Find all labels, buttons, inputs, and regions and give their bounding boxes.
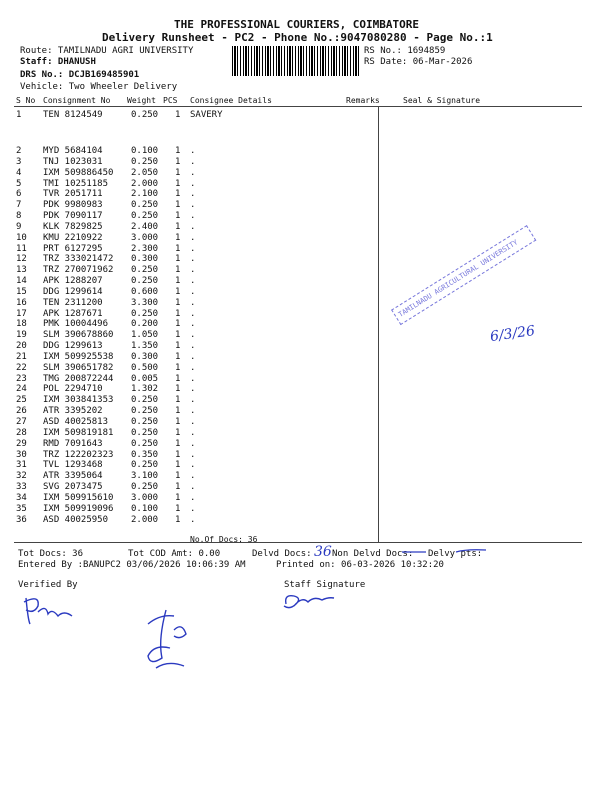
row-pcs: 1 bbox=[175, 167, 181, 178]
row-weight: 0.250 bbox=[131, 156, 159, 167]
row-consignee: . bbox=[190, 341, 196, 352]
row-consignee: . bbox=[190, 330, 196, 341]
row-consignment: TMG 200872244 bbox=[43, 373, 114, 384]
row-sno: 3 bbox=[16, 156, 22, 167]
printed-on: Printed on: 06-03-2026 10:32:20 bbox=[276, 560, 444, 570]
row-consignment: TEN 2311200 bbox=[43, 297, 103, 308]
row-sno: 5 bbox=[16, 178, 22, 189]
row-pcs: 1 bbox=[175, 211, 181, 222]
row-consignee: . bbox=[190, 221, 196, 232]
row-pcs: 1 bbox=[175, 200, 181, 211]
row-weight: 3.000 bbox=[131, 492, 159, 503]
col-consignee: Consignee Details bbox=[190, 96, 272, 105]
row-weight: 1.302 bbox=[131, 384, 159, 395]
row-pcs: 1 bbox=[175, 417, 181, 427]
row-weight: 3.300 bbox=[131, 297, 159, 308]
row-pcs: 1 bbox=[175, 471, 181, 482]
row-pcs: 1 bbox=[175, 362, 181, 373]
row-sno: 22 bbox=[16, 362, 27, 373]
verified-by-label: Verified By bbox=[18, 580, 78, 590]
row-consignee: . bbox=[190, 417, 196, 427]
row-sno: 15 bbox=[16, 286, 27, 297]
route: Route: TAMILNADU AGRI UNIVERSITY bbox=[20, 46, 194, 56]
row-pcs: 1 bbox=[175, 438, 181, 449]
row-pcs: 1 bbox=[175, 449, 181, 460]
row-pcs: 1 bbox=[175, 189, 181, 200]
row-consignment: DDG 1299614 bbox=[43, 286, 103, 297]
staff-signature bbox=[278, 588, 338, 618]
company-name: THE PROFESSIONAL COURIERS, COIMBATORE bbox=[174, 18, 420, 31]
row-pcs: 1 bbox=[175, 308, 181, 319]
row-consignment: TNJ 1023031 bbox=[43, 156, 103, 167]
row-sno: 20 bbox=[16, 341, 27, 352]
row-consignment: SVG 2073475 bbox=[43, 482, 103, 493]
row-sno: 29 bbox=[16, 438, 27, 449]
row-sno: 14 bbox=[16, 276, 27, 287]
row-pcs: 1 bbox=[175, 482, 181, 493]
row-consignee: . bbox=[190, 189, 196, 200]
row-sno: 10 bbox=[16, 232, 27, 243]
row-sno: 6 bbox=[16, 189, 22, 200]
row-consignee: . bbox=[190, 406, 196, 417]
row-pcs: 1 bbox=[175, 156, 181, 167]
row-weight: 0.100 bbox=[131, 503, 159, 514]
row-consignment: ATR 3395202 bbox=[43, 406, 103, 417]
col-sno: S No bbox=[16, 96, 36, 105]
row-consignment: PDK 7090117 bbox=[43, 211, 103, 222]
row-weight: 1.050 bbox=[131, 330, 159, 341]
row-weight: 0.100 bbox=[131, 146, 159, 156]
tot-docs: Tot Docs: 36 bbox=[18, 549, 84, 559]
rs-date: RS Date: 06-Mar-2026 bbox=[364, 57, 473, 67]
row-consignment: APK 1287671 bbox=[43, 308, 103, 319]
row-sno: 8 bbox=[16, 211, 22, 222]
row-sno: 21 bbox=[16, 351, 27, 362]
row-consignee: . bbox=[190, 514, 196, 525]
row-pcs: 1 bbox=[175, 514, 181, 525]
row-consignment: MYD 5684104 bbox=[43, 146, 103, 156]
row-consignment: IXM 509925538 bbox=[43, 351, 114, 362]
row-pcs: 1 bbox=[175, 406, 181, 417]
row-consignment: SLM 390651782 bbox=[43, 362, 114, 373]
row-pcs: 1 bbox=[175, 427, 181, 438]
row-consignment: IXM 509919096 bbox=[43, 503, 114, 514]
row-sno: 13 bbox=[16, 265, 27, 276]
row-weight: 2.000 bbox=[131, 178, 159, 189]
row-weight: 0.600 bbox=[131, 286, 159, 297]
row-sno: 24 bbox=[16, 384, 27, 395]
row-consignment: TVL 1293468 bbox=[43, 460, 103, 471]
row-pcs: 1 bbox=[175, 232, 181, 243]
row-weight: 0.250 bbox=[131, 406, 159, 417]
row-consignee: . bbox=[190, 471, 196, 482]
row-consignee: . bbox=[190, 297, 196, 308]
row-sno: 4 bbox=[16, 167, 22, 178]
row-consignee: . bbox=[190, 492, 196, 503]
remarks-divider bbox=[378, 106, 379, 542]
row-consignee: . bbox=[190, 232, 196, 243]
row-consignee: . bbox=[190, 167, 196, 178]
row-pcs: 1 bbox=[175, 178, 181, 189]
row-sno: 19 bbox=[16, 330, 27, 341]
row-weight: 0.250 bbox=[131, 417, 159, 427]
row-sno: 36 bbox=[16, 514, 27, 525]
row-weight: 2.100 bbox=[131, 189, 159, 200]
row-consignment: TRZ 270071962 bbox=[43, 265, 114, 276]
row-consignment: KMU 2210922 bbox=[43, 232, 103, 243]
row-pcs: 1 bbox=[175, 330, 181, 341]
row-sno: 16 bbox=[16, 297, 27, 308]
row-weight: 0.250 bbox=[131, 395, 159, 406]
row-consignment: POL 2294710 bbox=[43, 384, 103, 395]
table-top-rule bbox=[14, 106, 582, 107]
row-consignment: TEN 8124549 bbox=[43, 110, 103, 120]
row-consignee: . bbox=[190, 276, 196, 287]
row-pcs: 1 bbox=[175, 341, 181, 352]
row-pcs: 1 bbox=[175, 110, 181, 120]
col-seal: Seal & Signature bbox=[403, 96, 481, 105]
no-of-docs: No.Of Docs: 36 bbox=[190, 535, 258, 544]
row-weight: 0.250 bbox=[131, 276, 159, 287]
non-delvd-docs: Non Delvd Docs: bbox=[332, 549, 414, 559]
row-consignment: RMD 7091643 bbox=[43, 438, 103, 449]
row-consignee: SAVERY bbox=[190, 110, 223, 120]
row-pcs: 1 bbox=[175, 221, 181, 232]
row-pcs: 1 bbox=[175, 146, 181, 156]
row-consignee: . bbox=[190, 254, 196, 265]
row-weight: 3.100 bbox=[131, 471, 159, 482]
row-sno: 30 bbox=[16, 449, 27, 460]
row-sno: 28 bbox=[16, 427, 27, 438]
row-consignment: IXM 509915610 bbox=[43, 492, 114, 503]
delvd-count-handwritten: 36 bbox=[314, 544, 332, 560]
staff-signature-label: Staff Signature bbox=[284, 580, 366, 590]
second-signature bbox=[140, 600, 200, 670]
row-sno: 23 bbox=[16, 373, 27, 384]
row-consignee: . bbox=[190, 503, 196, 514]
row-consignment: PDK 9980983 bbox=[43, 200, 103, 211]
row-weight: 0.005 bbox=[131, 373, 159, 384]
delvd-docs: Delvd Docs: bbox=[252, 549, 312, 559]
col-pcs: PCS bbox=[163, 96, 178, 105]
row-sno: 18 bbox=[16, 319, 27, 330]
row-consignment: TVR 2051711 bbox=[43, 189, 103, 200]
row-consignee: . bbox=[190, 438, 196, 449]
verified-signature bbox=[18, 590, 78, 630]
row-weight: 3.000 bbox=[131, 232, 159, 243]
row-consignment: TRZ 333021472 bbox=[43, 254, 114, 265]
runsheet-title: Delivery Runsheet - PC2 - Phone No.:9047080280 - Page No.:1 bbox=[102, 31, 493, 44]
row-consignment: TRZ 122202323 bbox=[43, 449, 114, 460]
row-consignee: . bbox=[190, 362, 196, 373]
row-pcs: 1 bbox=[175, 254, 181, 265]
row-weight: 0.300 bbox=[131, 254, 159, 265]
handwritten-dashes bbox=[400, 544, 490, 558]
row-sno: 25 bbox=[16, 395, 27, 406]
row-sno: 31 bbox=[16, 460, 27, 471]
row-consignee: . bbox=[190, 427, 196, 438]
row-weight: 0.200 bbox=[131, 319, 159, 330]
row-pcs: 1 bbox=[175, 503, 181, 514]
row-consignment: ATR 3395064 bbox=[43, 471, 103, 482]
row-consignment: KLK 7829825 bbox=[43, 221, 103, 232]
row-sno: 7 bbox=[16, 200, 22, 211]
row-weight: 0.250 bbox=[131, 308, 159, 319]
row-sno: 35 bbox=[16, 503, 27, 514]
row-consignee: . bbox=[190, 211, 196, 222]
row-pcs: 1 bbox=[175, 243, 181, 254]
row-pcs: 1 bbox=[175, 319, 181, 330]
row-weight: 0.250 bbox=[131, 438, 159, 449]
row-consignee: . bbox=[190, 156, 196, 167]
row-weight: 0.250 bbox=[131, 200, 159, 211]
row-consignment: APK 1288207 bbox=[43, 276, 103, 287]
row-weight: 0.300 bbox=[131, 351, 159, 362]
row-pcs: 1 bbox=[175, 460, 181, 471]
row-consignee: . bbox=[190, 395, 196, 406]
row-sno: 33 bbox=[16, 482, 27, 493]
row-consignee: . bbox=[190, 200, 196, 211]
row-pcs: 1 bbox=[175, 351, 181, 362]
row-consignee: . bbox=[190, 482, 196, 493]
row-weight: 2.050 bbox=[131, 167, 159, 178]
row-consignment: ASD 40025813 bbox=[43, 417, 109, 427]
row-consignee: . bbox=[190, 384, 196, 395]
row-weight: 2.300 bbox=[131, 243, 159, 254]
row-consignee: . bbox=[190, 351, 196, 362]
row-consignee: . bbox=[190, 460, 196, 471]
row-weight: 0.250 bbox=[131, 110, 159, 120]
row-weight: 0.250 bbox=[131, 460, 159, 471]
row-weight: 1.350 bbox=[131, 341, 159, 352]
row-consignment: IXM 509819181 bbox=[43, 427, 114, 438]
row-sno: 34 bbox=[16, 492, 27, 503]
row-consignee: . bbox=[190, 146, 196, 156]
row-consignment: IXM 303841353 bbox=[43, 395, 114, 406]
row-pcs: 1 bbox=[175, 373, 181, 384]
row-weight: 0.500 bbox=[131, 362, 159, 373]
barcode bbox=[232, 46, 360, 76]
delvy-pts: Delvy pts: bbox=[428, 549, 483, 559]
rs-number: RS No.: 1694859 bbox=[364, 46, 446, 56]
row-consignment: DDG 1299613 bbox=[43, 341, 103, 352]
row-pcs: 1 bbox=[175, 276, 181, 287]
row-consignee: . bbox=[190, 178, 196, 189]
row-sno: 2 bbox=[16, 146, 22, 156]
row-pcs: 1 bbox=[175, 395, 181, 406]
row-consignment: TMI 10251185 bbox=[43, 178, 109, 189]
row-sno: 12 bbox=[16, 254, 27, 265]
row-sno: 32 bbox=[16, 471, 27, 482]
tot-cod: Tot COD Amt: 0.00 bbox=[128, 549, 221, 559]
row-consignment: ASD 40025950 bbox=[43, 514, 109, 525]
row-weight: 0.350 bbox=[131, 449, 159, 460]
stamp-text: TAMILNADU AGRICULTURAL UNIVERSITY bbox=[391, 225, 536, 325]
row-weight: 0.250 bbox=[131, 482, 159, 493]
row-pcs: 1 bbox=[175, 492, 181, 503]
row-weight: 2.000 bbox=[131, 514, 159, 525]
row-sno: 17 bbox=[16, 308, 27, 319]
row-consignee: . bbox=[190, 319, 196, 330]
row-pcs: 1 bbox=[175, 297, 181, 308]
row-consignment: IXM 509886450 bbox=[43, 167, 114, 178]
university-stamp bbox=[391, 225, 565, 371]
row-consignee: . bbox=[190, 373, 196, 384]
row-consignee: . bbox=[190, 265, 196, 276]
row-sno: 9 bbox=[16, 221, 22, 232]
row-weight: 0.250 bbox=[131, 427, 159, 438]
row-consignment: SLM 390678860 bbox=[43, 330, 114, 341]
row-consignee: . bbox=[190, 243, 196, 254]
row-consignee: . bbox=[190, 286, 196, 297]
entered-by: Entered By :BANUPC2 03/06/2026 10:06:39 AM bbox=[18, 560, 246, 570]
col-consignment: Consignment No bbox=[43, 96, 111, 105]
row-weight: 0.250 bbox=[131, 265, 159, 276]
row-sno: 1 bbox=[16, 110, 22, 120]
drs-number: DRS No.: DCJB169485901 bbox=[20, 70, 140, 80]
table-bottom-rule bbox=[14, 542, 582, 543]
row-consignment: PMK 10004496 bbox=[43, 319, 109, 330]
row-pcs: 1 bbox=[175, 384, 181, 395]
row-sno: 27 bbox=[16, 417, 27, 427]
row-consignee: . bbox=[190, 449, 196, 460]
row-weight: 0.250 bbox=[131, 211, 159, 222]
col-weight: Weight bbox=[127, 96, 156, 105]
row-consignee: . bbox=[190, 308, 196, 319]
staff: Staff: DHANUSH bbox=[20, 57, 96, 67]
col-remarks: Remarks bbox=[346, 96, 380, 105]
row-consignment: PRT 6127295 bbox=[43, 243, 103, 254]
stamp-date-handwritten: 6/3/26 bbox=[489, 322, 536, 346]
row-sno: 26 bbox=[16, 406, 27, 417]
row-sno: 11 bbox=[16, 243, 27, 254]
row-weight: 2.400 bbox=[131, 221, 159, 232]
row-pcs: 1 bbox=[175, 265, 181, 276]
vehicle: Vehicle: Two Wheeler Delivery bbox=[20, 82, 178, 92]
row-pcs: 1 bbox=[175, 286, 181, 297]
